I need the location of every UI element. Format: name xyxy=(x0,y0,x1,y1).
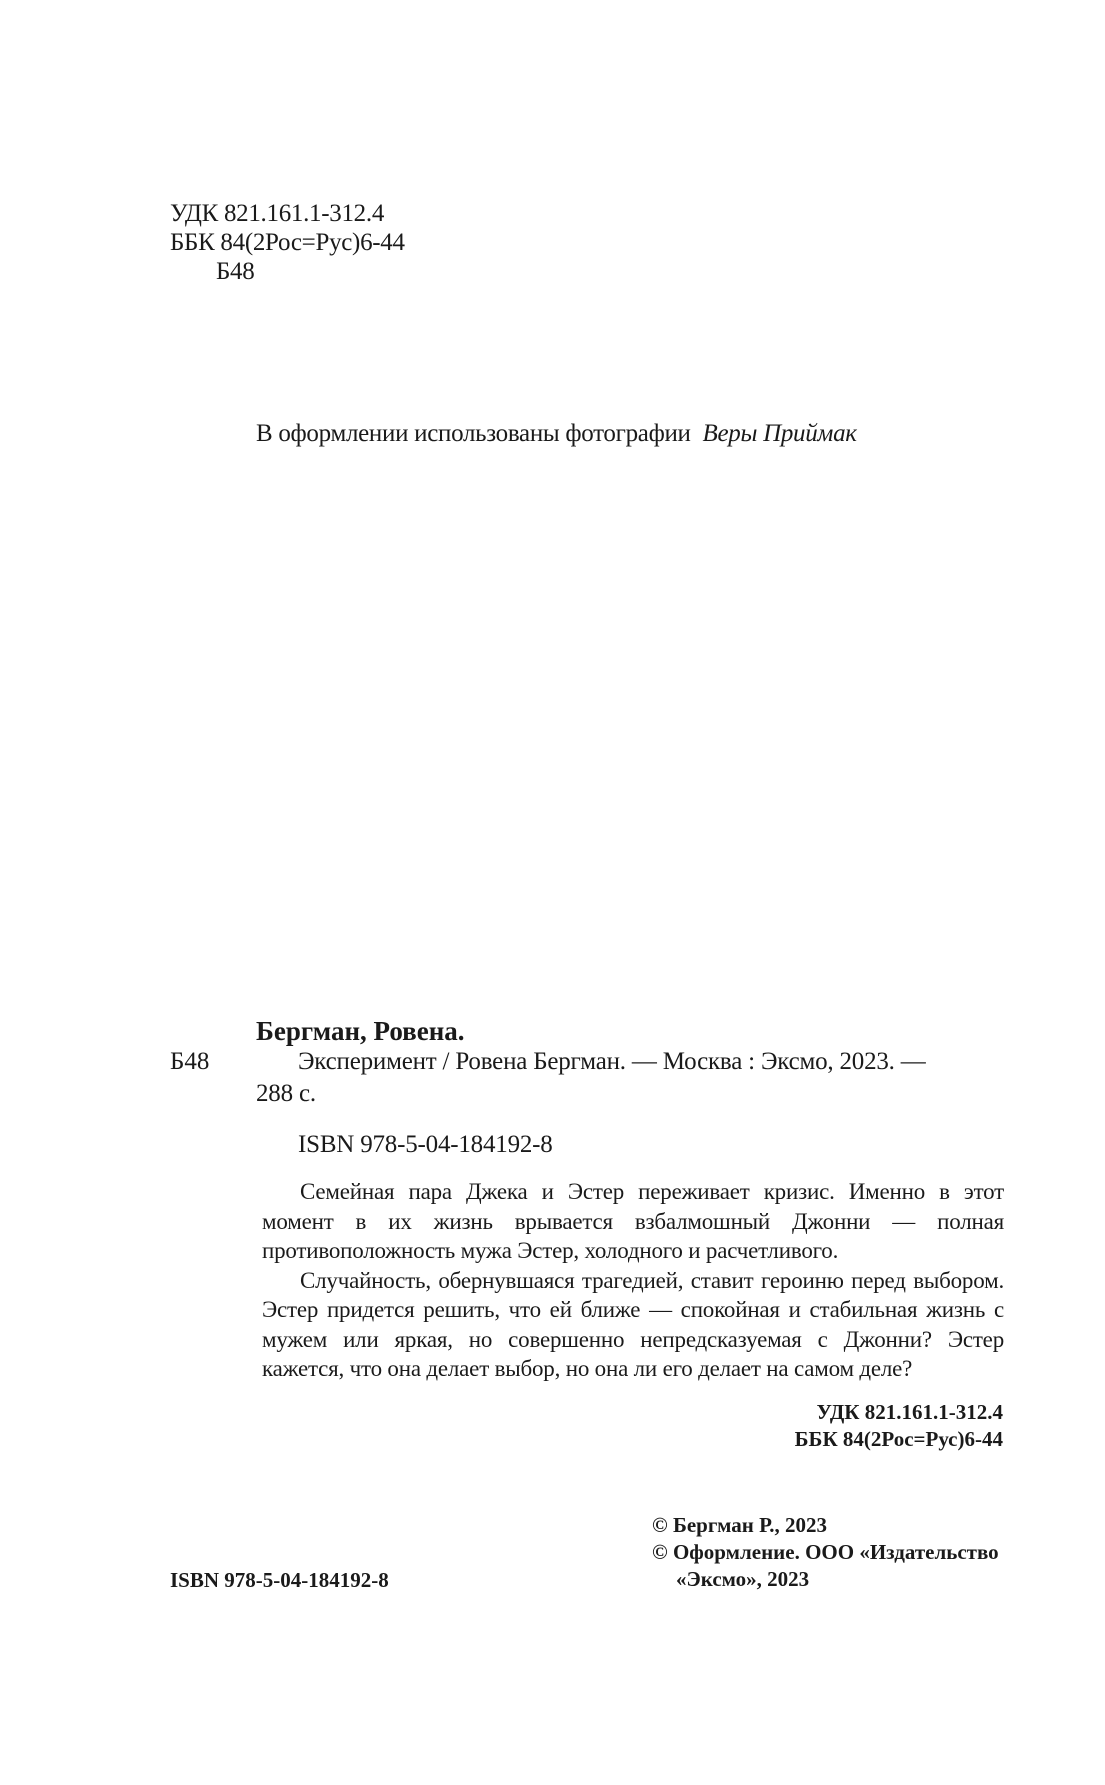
page-count: 288 с. xyxy=(256,1080,316,1107)
photographer-name: Веры Приймак xyxy=(702,420,857,447)
cutter-code-entry: Б48 xyxy=(170,1048,210,1075)
bibliographic-description: Эксперимент / Ровена Бергман. — Москва : Эксмо, 2023. — xyxy=(298,1048,926,1075)
cutter-code-top: Б48 xyxy=(216,258,255,285)
copyright-design: © Оформление. ООО «Издательство xyxy=(652,1540,999,1564)
copyright-author: © Бергман Р., 2023 xyxy=(652,1513,828,1537)
isbn-entry: ISBN 978-5-04-184192-8 xyxy=(298,1131,553,1158)
annotation-paragraph: Случайность, обернувшаяся трагедией, ставит героиню перед выбором. Эстер придется решить, что ей ближе — спокойная и стабильная жизнь с мужем или яркая, но совершенно непредсказуемая с Джонни? Эстер кажется, что она делает выбор, но она ли его делает на самом деле? xyxy=(262,1267,1004,1381)
isbn-footer: ISBN 978-5-04-184192-8 xyxy=(170,1568,389,1592)
design-credit-text: В оформлении использованы фотографии xyxy=(256,420,691,447)
bbk-code-bottom: ББК 84(2Рос=Рус)6-44 xyxy=(794,1427,1003,1451)
annotation-paragraph: Семейная пара Джека и Эстер переживает кризис. Именно в этот момент в их жизнь врывается взбалмошный Джонни — полная противоположность мужа Эстер, холодного и расчетливого. xyxy=(262,1179,1004,1263)
design-credit xyxy=(256,420,857,448)
copyright-block xyxy=(652,1512,999,1593)
udk-code-bottom: УДК 821.161.1-312.4 xyxy=(816,1400,1003,1424)
author-heading: Бергман, Ровена. xyxy=(256,1016,465,1046)
udk-code-top: УДК 821.161.1-312.4 xyxy=(170,200,385,227)
bbk-code-top: ББК 84(2Рос=Рус)6-44 xyxy=(170,229,405,256)
annotation xyxy=(262,1177,1004,1384)
copyright-design-continued: «Эксмо», 2023 xyxy=(676,1567,810,1591)
